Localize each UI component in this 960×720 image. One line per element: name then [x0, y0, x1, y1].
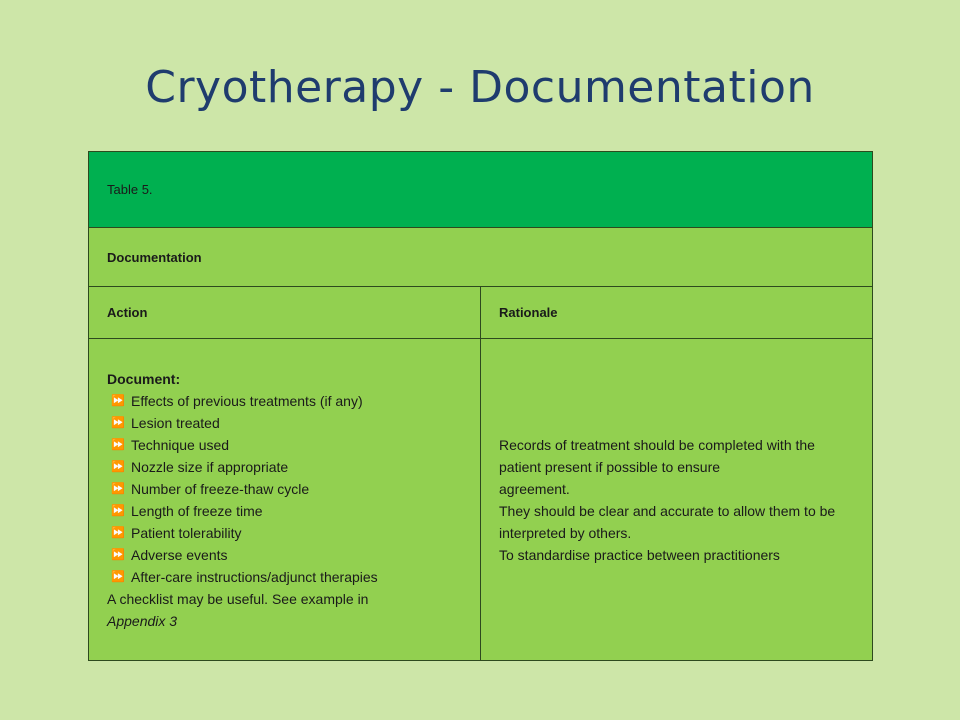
appendix-reference: Appendix 3 [107, 612, 178, 629]
column-header-row [89, 287, 873, 339]
double-arrow-icon: ⏩ [111, 570, 125, 583]
list-item: ⏩ Nozzle size if appropriate [111, 456, 480, 478]
documentation-table [88, 151, 873, 661]
rationale-cell [481, 339, 873, 661]
table-caption: Table 5. [89, 152, 873, 228]
list-item: ⏩ After-care instructions/adjunct therapies [111, 566, 480, 588]
list-item: ⏩ Adverse events [111, 544, 480, 566]
double-arrow-icon: ⏩ [111, 416, 125, 429]
action-list [107, 390, 480, 588]
list-item: ⏩ Effects of previous treatments (if any) [111, 390, 480, 412]
action-label: Document: [107, 370, 181, 387]
double-arrow-icon: ⏩ [111, 504, 125, 517]
rationale-line: agreement. [499, 480, 570, 497]
double-arrow-icon: ⏩ [111, 526, 125, 539]
list-item: ⏩ Technique used [111, 434, 480, 456]
checklist-note: A checklist may be useful. See example in [107, 590, 369, 607]
table-body-row [89, 339, 873, 661]
rationale-line: To standardise practice between practitioners [499, 546, 780, 563]
rationale-line: They should be clear and accurate to allow them to be interpreted by others. [499, 502, 836, 541]
table-caption-row [89, 152, 873, 228]
list-item: ⏩ Lesion treated [111, 412, 480, 434]
list-item: ⏩ Number of freeze-thaw cycle [111, 478, 480, 500]
rationale-line: Records of treatment should be completed with the patient present if possible to ensure [499, 436, 815, 475]
table-heading-row [89, 228, 873, 287]
action-cell [89, 339, 481, 661]
double-arrow-icon: ⏩ [111, 394, 125, 407]
list-item: ⏩ Length of freeze time [111, 500, 480, 522]
double-arrow-icon: ⏩ [111, 482, 125, 495]
list-item: ⏩ Patient tolerability [111, 522, 480, 544]
double-arrow-icon: ⏩ [111, 548, 125, 561]
table-heading: Documentation [89, 228, 873, 287]
double-arrow-icon: ⏩ [111, 438, 125, 451]
column-header-action: Action [89, 287, 481, 339]
double-arrow-icon: ⏩ [111, 460, 125, 473]
column-header-rationale: Rationale [481, 287, 873, 339]
slide-title: Cryotherapy - Documentation [145, 62, 815, 113]
